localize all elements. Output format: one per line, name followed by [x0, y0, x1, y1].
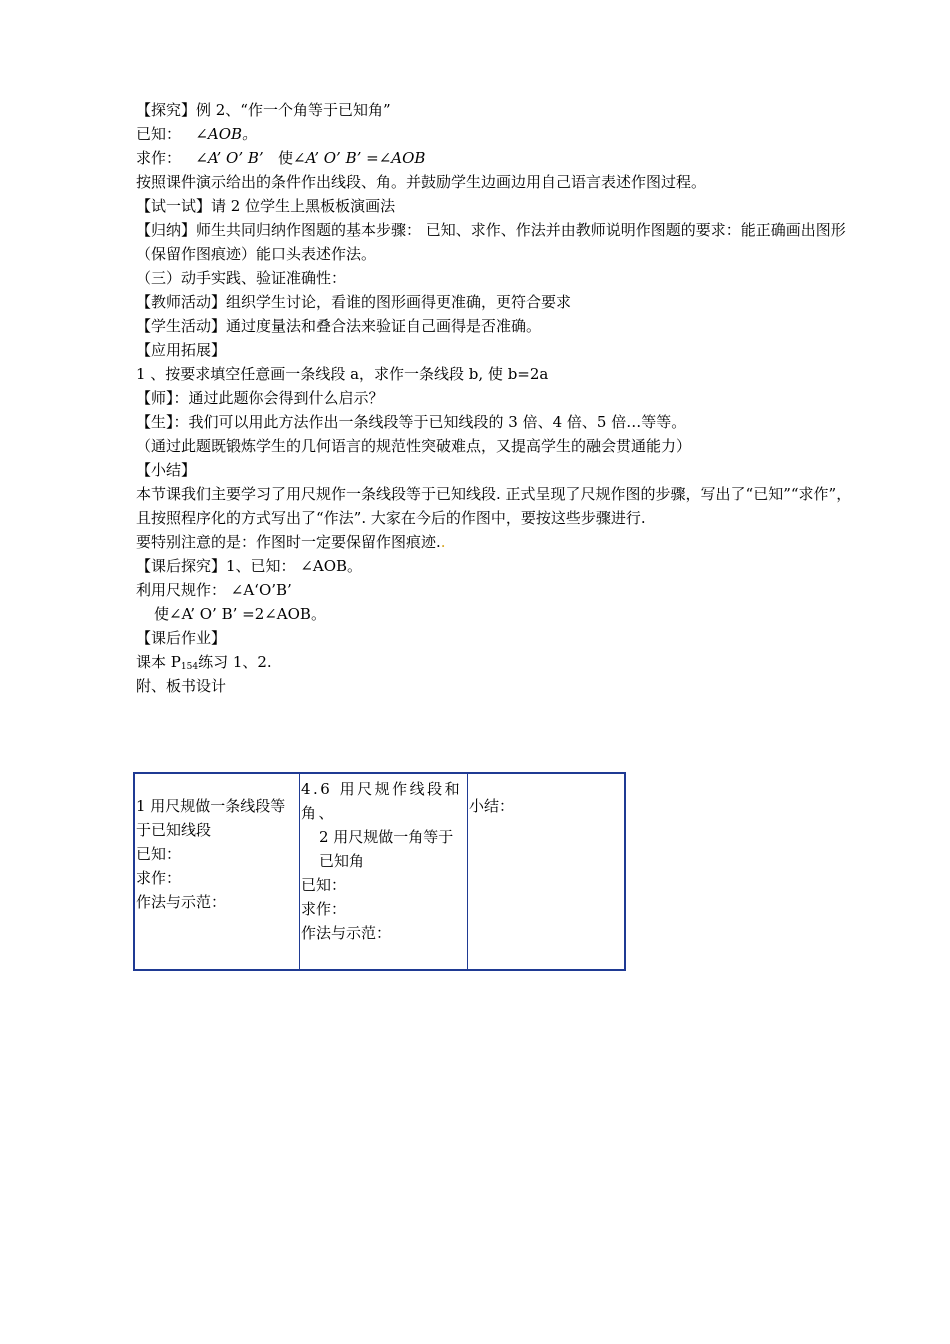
- board-col1-title: 1 用尺规做一条线段等于已知线段: [136, 797, 286, 839]
- try-text: 【试一试】请 2 位学生上黑板板演画法: [136, 197, 396, 215]
- make-angle-line: 使∠A’ O’ B’ =2∠AOB。: [154, 605, 326, 623]
- board-col1-given: 已知：: [136, 845, 182, 863]
- ruler-compass-line: 利用尺规作： ∠A‘O’B’: [136, 581, 292, 599]
- lesson-content: [136, 98, 861, 698]
- given-angle: ∠AOB。: [195, 125, 258, 143]
- application-note: （通过此题既锻炼学生的几何语言的规范性突破难点，又提高学生的融会贯通能力）: [136, 437, 692, 455]
- board-col2-subtitle: 2 用尺规做一角等于已知角: [319, 828, 454, 870]
- attention-dot: .: [440, 533, 446, 551]
- summary-steps-text: 【归纳】师生共同归纳作图题的基本步骤： 已知、求作、作法并由教师说明作图题的要求：能正确画出图形（保留作图痕迹）能口头表述作法。: [136, 221, 846, 263]
- board-col3-summary: 小结：: [469, 797, 515, 815]
- application-heading: 【应用拓展】: [136, 341, 227, 359]
- demo-text: 按照课件演示给出的条件作出线段、角。并鼓励学生边画边用自己语言表述作图过程。: [136, 173, 707, 191]
- construct-line: [136, 146, 861, 170]
- board-col2-given: 已知：: [301, 876, 347, 894]
- student-answer: 【生】：我们可以用此方法作出一条线段等于已知线段的 3 倍、4 倍、5 倍…等等。: [136, 413, 687, 431]
- board-col2-method: 作法与示范：: [301, 924, 392, 942]
- construct-label: 求作：: [136, 149, 182, 167]
- section-three-heading: （三）动手实践、验证准确性：: [136, 269, 347, 287]
- construct-make: 使: [278, 149, 294, 167]
- given-line: [136, 122, 861, 146]
- textbook-page-number: 154: [180, 662, 199, 672]
- board-design-heading: 附、板书设计: [136, 677, 227, 695]
- board-col1-construct: 求作：: [136, 869, 182, 887]
- teacher-activity-text: 【教师活动】组织学生讨论，看谁的图形画得更准确，更符合要求: [136, 293, 572, 311]
- board-col2-title: 4.6 用尺规作线段和角、: [301, 780, 463, 822]
- board-col1-method: 作法与示范：: [136, 893, 227, 911]
- student-activity-text: 【学生活动】通过度量法和叠合法来验证自己画得是否准确。: [136, 317, 542, 335]
- after-class-explore: 【课后探究】1、已知： ∠AOB。: [136, 557, 363, 575]
- board-column-1: [135, 774, 300, 969]
- attention-line: [136, 530, 861, 554]
- given-label: 已知：: [136, 125, 182, 143]
- conclusion-text: 本节课我们主要学习了用尺规作一条线段等于已知线段. 正式呈现了尺规作图的步骤，写出了“已知”“求作”，且按照程序化的方式写出了“作法”. 大家在今后的作图中，要按这些步骤进行.: [136, 485, 852, 527]
- construct-equation: ∠A’ O’ B’ =∠AOB: [293, 149, 426, 167]
- textbook-page-label: 课本 P: [136, 653, 181, 671]
- application-item-1: 1 、按要求填空任意画一条线段 a，求作一条线段 b, 使 b=2a: [136, 365, 549, 383]
- conclusion-heading: 【小结】: [136, 461, 197, 479]
- attention-text: 要特别注意的是：作图时一定要保留作图痕迹.: [136, 533, 441, 551]
- teacher-question: 【师】：通过此题你会得到什么启示？: [136, 389, 384, 407]
- board-column-2: [300, 774, 468, 969]
- construct-angle: ∠A’ O’ B’: [195, 149, 264, 167]
- exercise-label: 练习 1、2.: [198, 653, 272, 671]
- homework-text: [136, 650, 861, 674]
- board-column-3: [468, 774, 624, 969]
- homework-heading: 【课后作业】: [136, 629, 227, 647]
- explore-heading: 【探究】例 2、“作一个角等于已知角”: [136, 101, 391, 119]
- board-design-table: [133, 772, 626, 971]
- board-col2-construct: 求作：: [301, 900, 347, 918]
